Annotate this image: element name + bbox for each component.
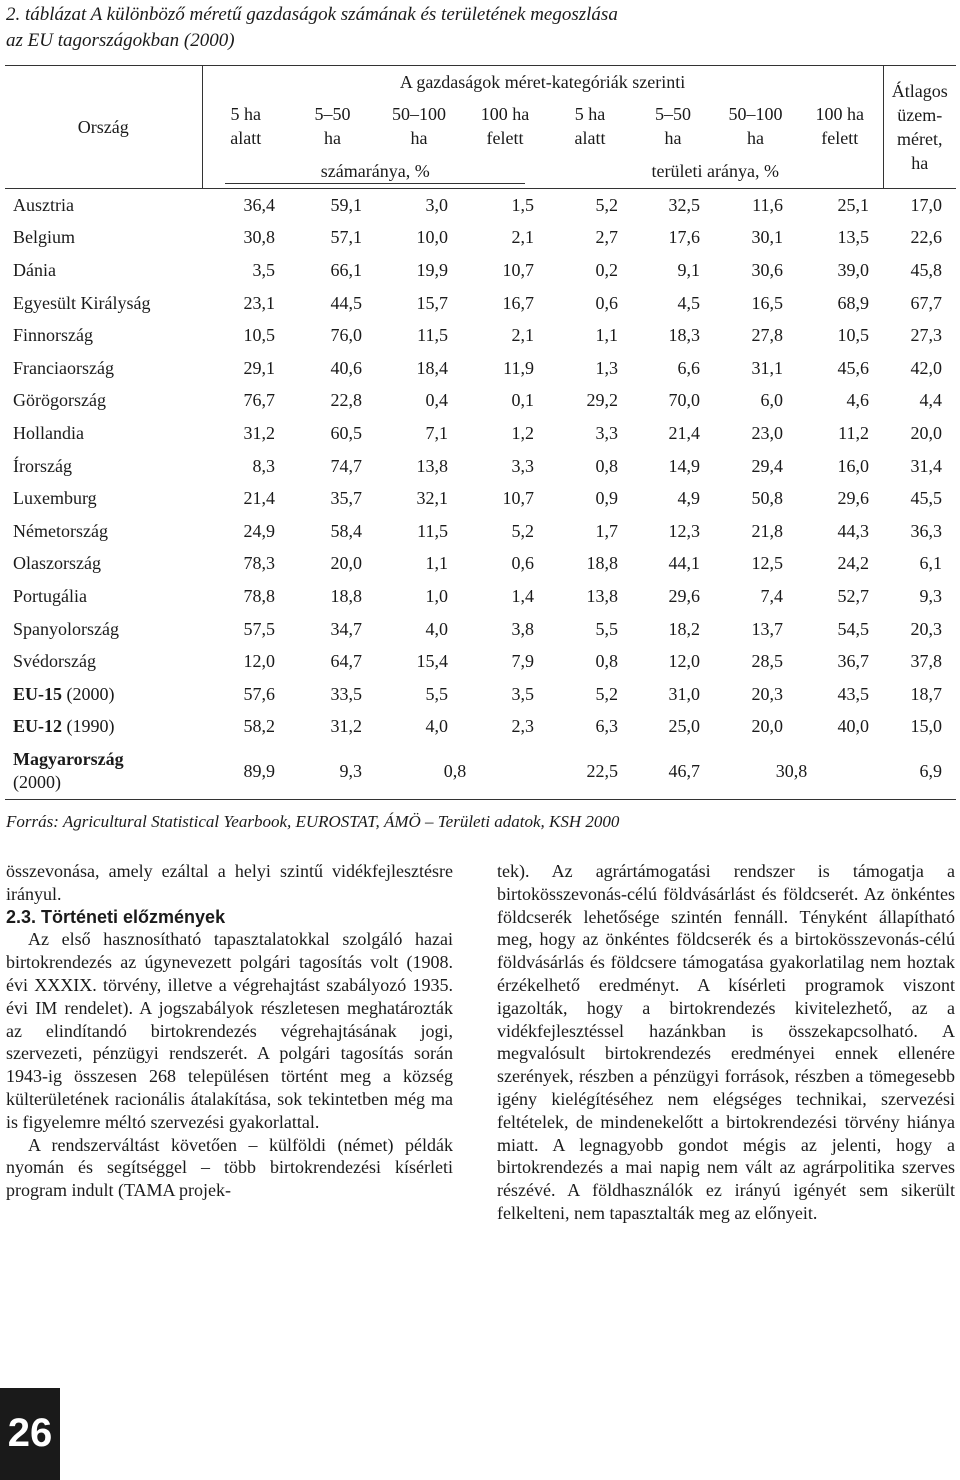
value-cell: 74,7 <box>330 455 362 476</box>
value-cell: 10,5 <box>243 325 275 346</box>
value-cell: 58,2 <box>243 716 275 737</box>
paragraph-agrartamogatas: tek). Az agrártámogatási rendszer is támogatja a birtokösszevonás-célú földvásárlást és földcserét. Az önkéntes földcserék lehetősége szintén fennáll. Tényként állapítható meg, hogy az önkéntes földcserék és a birtokösszevonás-célú földvásárlás és földcsere támogatása gyakorlatilag nem hoztak érzékelhető eredményt. A kísérleti programok viszont igazolták, hogy a birtokrendezés kivitelezhető, az a vidékfejlesztéssel hazánkban is összekapcsolható. A megvalósult birtokrendezés eredményei ennek ellenére szerények, részben a pénzügyi források, részben a tömegesebb igény kielégítéséhez nem elégséges technikai, szervezési feltételek, de mindenekelőtt a birtokrendezési törvény hiánya miatt. A legnagyobb gondot mégis az jelenti, hogy a birtokrendezés a mai napig nem vált az agrárpolitika szerves részévé. A földhasználók ez irányú igényét sem sikerült felkelteni, nem tapasztalták meg az előnyeit. <box>497 861 955 1223</box>
value-cell: 1,3 <box>595 357 618 378</box>
value-cell: 10,7 <box>502 259 534 280</box>
value-cell: 29,1 <box>243 357 275 378</box>
value-cell: 10,5 <box>837 325 870 346</box>
area-share-text: területi aránya, % <box>651 161 779 181</box>
value-cell: 5,2 <box>595 683 618 704</box>
value-cell: 50,8 <box>751 488 783 509</box>
value-cell: 15,7 <box>416 292 448 313</box>
value-cell: 13,5 <box>837 227 870 248</box>
value-cell: 20,3 <box>910 618 943 639</box>
value-cell: 16,5 <box>751 292 783 313</box>
table-row <box>5 385 956 418</box>
country-cell <box>5 678 202 711</box>
country-year: (2000) <box>13 772 61 793</box>
value-cell: 64,7 <box>330 651 362 672</box>
size-category-line: alatt <box>574 128 606 148</box>
value-cell: 5,5 <box>595 618 618 639</box>
table-row <box>5 482 956 515</box>
country-cell: Dánia <box>13 259 56 280</box>
size-category-line: ha <box>747 128 764 148</box>
value-cell: 18,7 <box>910 683 943 704</box>
paragraph-continuation: összevonása, amely ezáltal a helyi szintű vidékfejlesztésre irányul. <box>6 861 453 904</box>
size-category-line: felett <box>821 128 859 148</box>
country-cell: Németország <box>13 520 108 541</box>
value-cell: 0,8 <box>595 651 618 672</box>
table-row <box>5 711 956 744</box>
value-cell: 16,0 <box>837 455 870 476</box>
table-row <box>5 613 956 646</box>
value-cell: 11,5 <box>417 520 448 541</box>
value-cell: 4,9 <box>677 488 700 509</box>
value-cell: 1,2 <box>511 422 534 443</box>
value-cell: 0,6 <box>595 292 618 313</box>
value-cell: 14,9 <box>668 455 700 476</box>
country-cell <box>5 743 202 800</box>
avg-header-line-3: méret, <box>897 129 943 149</box>
value-cell: 18,2 <box>668 618 700 639</box>
group-header: A gazdaságok méret-kategóriák szerinti <box>202 66 883 99</box>
table-caption <box>6 2 946 54</box>
country-bold: EU-12 <box>13 716 62 737</box>
value-cell: 2,7 <box>595 227 618 248</box>
value-cell: 17,6 <box>668 227 700 248</box>
value-cell: 8,3 <box>252 455 275 476</box>
country-bold: EU-15 <box>13 683 62 704</box>
size-category-header <box>462 98 548 154</box>
value-cell: 5,5 <box>425 683 448 704</box>
value-cell: 6,1 <box>919 553 943 574</box>
value-cell: 1,7 <box>595 520 618 541</box>
value-cell: 12,0 <box>243 651 275 672</box>
value-cell: 27,3 <box>910 325 943 346</box>
value-cell: 20,0 <box>330 553 362 574</box>
size-category-line: ha <box>410 128 428 148</box>
value-cell: 31,4 <box>910 455 943 476</box>
table-row <box>5 222 956 255</box>
value-cell: 2,1 <box>511 325 534 346</box>
value-cell: 42,0 <box>910 357 943 378</box>
value-cell: 31,2 <box>243 422 275 443</box>
value-cell: 29,2 <box>586 390 618 411</box>
value-cell: 67,7 <box>910 292 943 313</box>
value-cell: 4,0 <box>425 716 448 737</box>
country-cell: Franciaország <box>13 357 114 378</box>
table-row <box>5 254 956 287</box>
table-source: Forrás: Agricultural Statistical Yearbook, EUROSTAT, ÁMÖ – Területi adatok, KSH 2000 <box>6 812 620 831</box>
value-cell: 4,4 <box>919 390 943 411</box>
avg-size-header <box>883 66 956 189</box>
country-cell: Ausztria <box>13 194 74 215</box>
value-cell: 4,0 <box>425 618 448 639</box>
size-category-line: 100 ha <box>480 104 530 124</box>
size-category-header <box>289 98 376 154</box>
value-cell: 3,3 <box>595 422 618 443</box>
size-category-header <box>714 98 797 154</box>
value-cell: 3,5 <box>252 259 275 280</box>
value-cell: 0,2 <box>595 259 618 280</box>
value-cell: 31,1 <box>751 357 783 378</box>
text-column-right <box>497 860 955 1225</box>
value-cell: 3,8 <box>511 618 534 639</box>
country-cell <box>5 711 202 744</box>
value-cell: 7,9 <box>511 651 534 672</box>
section-heading: 2.3. Történeti előzmények <box>6 906 226 927</box>
value-cell: 32,5 <box>668 194 700 215</box>
value-cell: 7,1 <box>425 422 448 443</box>
size-category-line: alatt <box>230 128 262 148</box>
value-cell: 29,6 <box>837 488 870 509</box>
value-cell: 25,1 <box>837 194 870 215</box>
value-cell: 24,2 <box>837 553 870 574</box>
value-cell: 23,0 <box>751 422 783 443</box>
size-category-line: felett <box>486 128 524 148</box>
country-cell: Portugália <box>13 585 87 606</box>
size-category-header <box>202 98 289 154</box>
text-column-left <box>6 860 453 1202</box>
value-cell: 1,1 <box>595 325 618 346</box>
size-category-line: 50–100 <box>392 104 446 124</box>
value-cell: 1,0 <box>425 585 448 606</box>
value-cell: 78,8 <box>243 585 275 606</box>
value-cell: 57,5 <box>243 618 275 639</box>
value-cell: 27,8 <box>751 325 783 346</box>
value-cell: 54,5 <box>837 618 870 639</box>
value-cell: 13,7 <box>751 618 783 639</box>
value-cell: 11,2 <box>838 422 870 443</box>
value-cell: 7,4 <box>760 585 783 606</box>
value-cell: 3,5 <box>511 683 534 704</box>
value-cell: 31,2 <box>330 716 362 737</box>
size-category-line: 100 ha <box>815 104 864 124</box>
value-cell: 76,0 <box>330 325 362 346</box>
country-cell: Spanyolország <box>13 618 119 639</box>
value-cell: 1,1 <box>425 553 448 574</box>
table-row <box>5 580 956 613</box>
value-cell: 22,8 <box>330 390 362 411</box>
value-cell: 30,1 <box>751 227 783 248</box>
value-cell: 57,1 <box>330 227 362 248</box>
value-cell: 16,7 <box>502 292 534 313</box>
value-cell: 12,3 <box>668 520 700 541</box>
value-cell: 31,0 <box>668 683 700 704</box>
area-share-label <box>548 154 883 189</box>
value-cell: 40,0 <box>837 716 870 737</box>
value-cell: 25,0 <box>668 716 700 737</box>
table-row <box>5 450 956 483</box>
value-cell: 9,3 <box>919 585 943 606</box>
value-cell: 57,6 <box>243 683 275 704</box>
value-cell: 44,5 <box>330 292 362 313</box>
value-cell: 32,1 <box>416 488 448 509</box>
value-cell: 58,4 <box>330 520 362 541</box>
table-row <box>5 319 956 352</box>
country-cell: Egyesült Királyság <box>13 292 151 313</box>
value-cell: 76,7 <box>243 390 275 411</box>
caption-line-1: 2. táblázat A különböző méretű gazdaságok számának és területének megoszlása <box>6 4 618 25</box>
value-cell: 9,3 <box>289 743 376 800</box>
value-cell: 11,9 <box>503 357 534 378</box>
value-cell: 0,9 <box>595 488 618 509</box>
table-row <box>5 548 956 581</box>
value-cell: 36,4 <box>243 194 275 215</box>
value-cell: 5,2 <box>595 194 618 215</box>
value-cell: 11,6 <box>752 194 783 215</box>
table-row <box>5 645 956 678</box>
value-cell: 45,8 <box>910 259 943 280</box>
table-row <box>5 417 956 450</box>
value-cell: 89,9 <box>202 743 289 800</box>
value-cell: 23,1 <box>243 292 275 313</box>
value-cell: 0,1 <box>511 390 534 411</box>
value-cell: 37,8 <box>910 651 943 672</box>
country-cell: Olaszország <box>13 553 101 574</box>
value-cell: 12,5 <box>751 553 783 574</box>
value-cell: 20,3 <box>751 683 783 704</box>
size-category-line: ha <box>324 128 341 148</box>
value-cell: 46,7 <box>632 743 714 800</box>
value-cell: 24,9 <box>243 520 275 541</box>
value-cell: 6,3 <box>595 716 618 737</box>
paragraph-polgari-tagositas: Az első hasznosítható tapasztalatokkal szolgáló hazai birtokrendezés az úgynevezett polgári tagosítás volt (1908. évi XXXIX. törvény, illetve a végrehajtást szabályozó 1935. évi IM rendelet). A jogszabályok részletesen meghatározták az elindítandó birtokrendezés végrehajtásának jogi, szervezeti, pénzügyi rendszerét. A polgári tagosítás során 1943-ig összesen 268 településen történt meg a község külterületének racionális átalakítása, sok tekintetben még ma is figyelemre méltó szervezési gyakorlattal. <box>6 929 453 1132</box>
size-category-line: ha <box>664 128 682 148</box>
value-cell: 66,1 <box>330 259 362 280</box>
country-cell: Finnország <box>13 325 93 346</box>
value-cell: 68,9 <box>837 292 870 313</box>
country-bold: Magyarország <box>13 749 124 770</box>
value-cell: 21,4 <box>243 488 275 509</box>
size-category-header <box>797 98 883 154</box>
value-cell: 19,9 <box>416 259 448 280</box>
table-row <box>5 515 956 548</box>
value-cell: 70,0 <box>668 390 700 411</box>
value-cell: 33,5 <box>330 683 362 704</box>
table-row <box>5 352 956 385</box>
value-cell: 6,0 <box>760 390 783 411</box>
country-cell: Írország <box>13 455 72 476</box>
value-cell: 59,1 <box>330 194 362 215</box>
value-cell: 60,5 <box>330 422 362 443</box>
value-cell: 20,0 <box>910 422 943 443</box>
size-category-line: 5 ha <box>230 104 261 124</box>
country-cell: Görögország <box>13 390 106 411</box>
value-cell: 18,4 <box>416 357 448 378</box>
value-cell: 36,3 <box>910 520 943 541</box>
size-category-header <box>632 98 714 154</box>
count-share-label <box>202 154 548 189</box>
size-category-line: 5 ha <box>574 104 606 124</box>
value-cell: 0,8 <box>595 455 618 476</box>
country-cell: Hollandia <box>13 422 84 443</box>
avg-header-line-1: Átlagos <box>891 81 948 101</box>
value-cell: 15,4 <box>416 651 448 672</box>
value-cell: 29,4 <box>751 455 783 476</box>
value-cell: 4,6 <box>846 390 870 411</box>
size-category-line: 50–100 <box>728 104 783 124</box>
table-row <box>5 189 956 222</box>
value-cell: 1,4 <box>511 585 534 606</box>
value-cell: 52,7 <box>837 585 870 606</box>
value-cell: 22,5 <box>548 743 632 800</box>
value-cell: 20,0 <box>751 716 783 737</box>
country-year: (2000) <box>62 683 115 704</box>
country-cell: Luxemburg <box>13 488 97 509</box>
value-cell: 21,8 <box>751 520 783 541</box>
avg-header-line-2: üzem- <box>897 105 943 125</box>
value-cell: 35,7 <box>330 488 362 509</box>
paragraph-rendszervaltas: A rendszerváltást követően – külföldi (német) példák nyomán és segítséggel – több birtokrendezési kísérleti program indult (TAMA projek- <box>6 1134 453 1201</box>
table-row <box>5 678 956 711</box>
size-category-header <box>376 98 462 154</box>
value-cell: 43,5 <box>837 683 870 704</box>
value-cell: 45,5 <box>910 488 943 509</box>
value-cell: 28,5 <box>751 651 783 672</box>
value-cell: 45,6 <box>837 357 870 378</box>
value-cell: 34,7 <box>330 618 362 639</box>
value-cell: 10,7 <box>502 488 534 509</box>
value-cell: 29,6 <box>668 585 700 606</box>
value-cell: 11,5 <box>417 325 448 346</box>
table-row <box>5 287 956 320</box>
value-cell: 0,6 <box>511 553 534 574</box>
size-category-line: 5–50 <box>314 104 351 124</box>
value-cell: 1,5 <box>511 194 534 215</box>
value-cell: 22,6 <box>910 227 943 248</box>
size-category-line: 5–50 <box>655 104 691 124</box>
value-cell: 78,3 <box>243 553 275 574</box>
value-cell: 44,3 <box>837 520 870 541</box>
value-cell: 9,1 <box>677 259 700 280</box>
value-cell: 30,8 <box>714 743 883 800</box>
value-cell: 6,9 <box>883 743 956 800</box>
value-cell: 4,5 <box>677 292 700 313</box>
value-cell: 15,0 <box>910 716 943 737</box>
avg-header-line-4: ha <box>911 153 929 173</box>
value-cell: 12,0 <box>668 651 700 672</box>
value-cell: 3,0 <box>425 194 448 215</box>
country-year: (1990) <box>62 716 115 737</box>
value-cell: 36,7 <box>837 651 870 672</box>
value-cell: 5,2 <box>511 520 534 541</box>
value-cell: 13,8 <box>586 585 618 606</box>
value-cell: 6,6 <box>677 357 700 378</box>
count-share-text: számaránya, % <box>225 159 525 184</box>
value-cell: 39,0 <box>837 259 870 280</box>
country-cell: Belgium <box>13 227 75 248</box>
farm-size-table <box>5 65 956 800</box>
value-cell: 40,6 <box>330 357 362 378</box>
value-cell: 30,8 <box>243 227 275 248</box>
country-cell: Svédország <box>13 651 96 672</box>
value-cell: 2,1 <box>511 227 534 248</box>
table-row <box>5 743 956 800</box>
value-cell: 30,6 <box>751 259 783 280</box>
value-cell: 0,8 <box>376 743 548 800</box>
value-cell: 18,8 <box>330 585 362 606</box>
value-cell: 44,1 <box>668 553 700 574</box>
value-cell: 21,4 <box>668 422 700 443</box>
value-cell: 10,0 <box>416 227 448 248</box>
value-cell: 17,0 <box>910 194 943 215</box>
country-header: Ország <box>5 66 202 189</box>
value-cell: 0,4 <box>425 390 448 411</box>
caption-line-2: az EU tagországokban (2000) <box>6 30 235 51</box>
page-number: 26 <box>0 1388 60 1480</box>
value-cell: 18,8 <box>586 553 618 574</box>
value-cell: 13,8 <box>416 455 448 476</box>
value-cell: 2,3 <box>511 716 534 737</box>
value-cell: 18,3 <box>668 325 700 346</box>
value-cell: 3,3 <box>511 455 534 476</box>
size-category-header <box>548 98 632 154</box>
